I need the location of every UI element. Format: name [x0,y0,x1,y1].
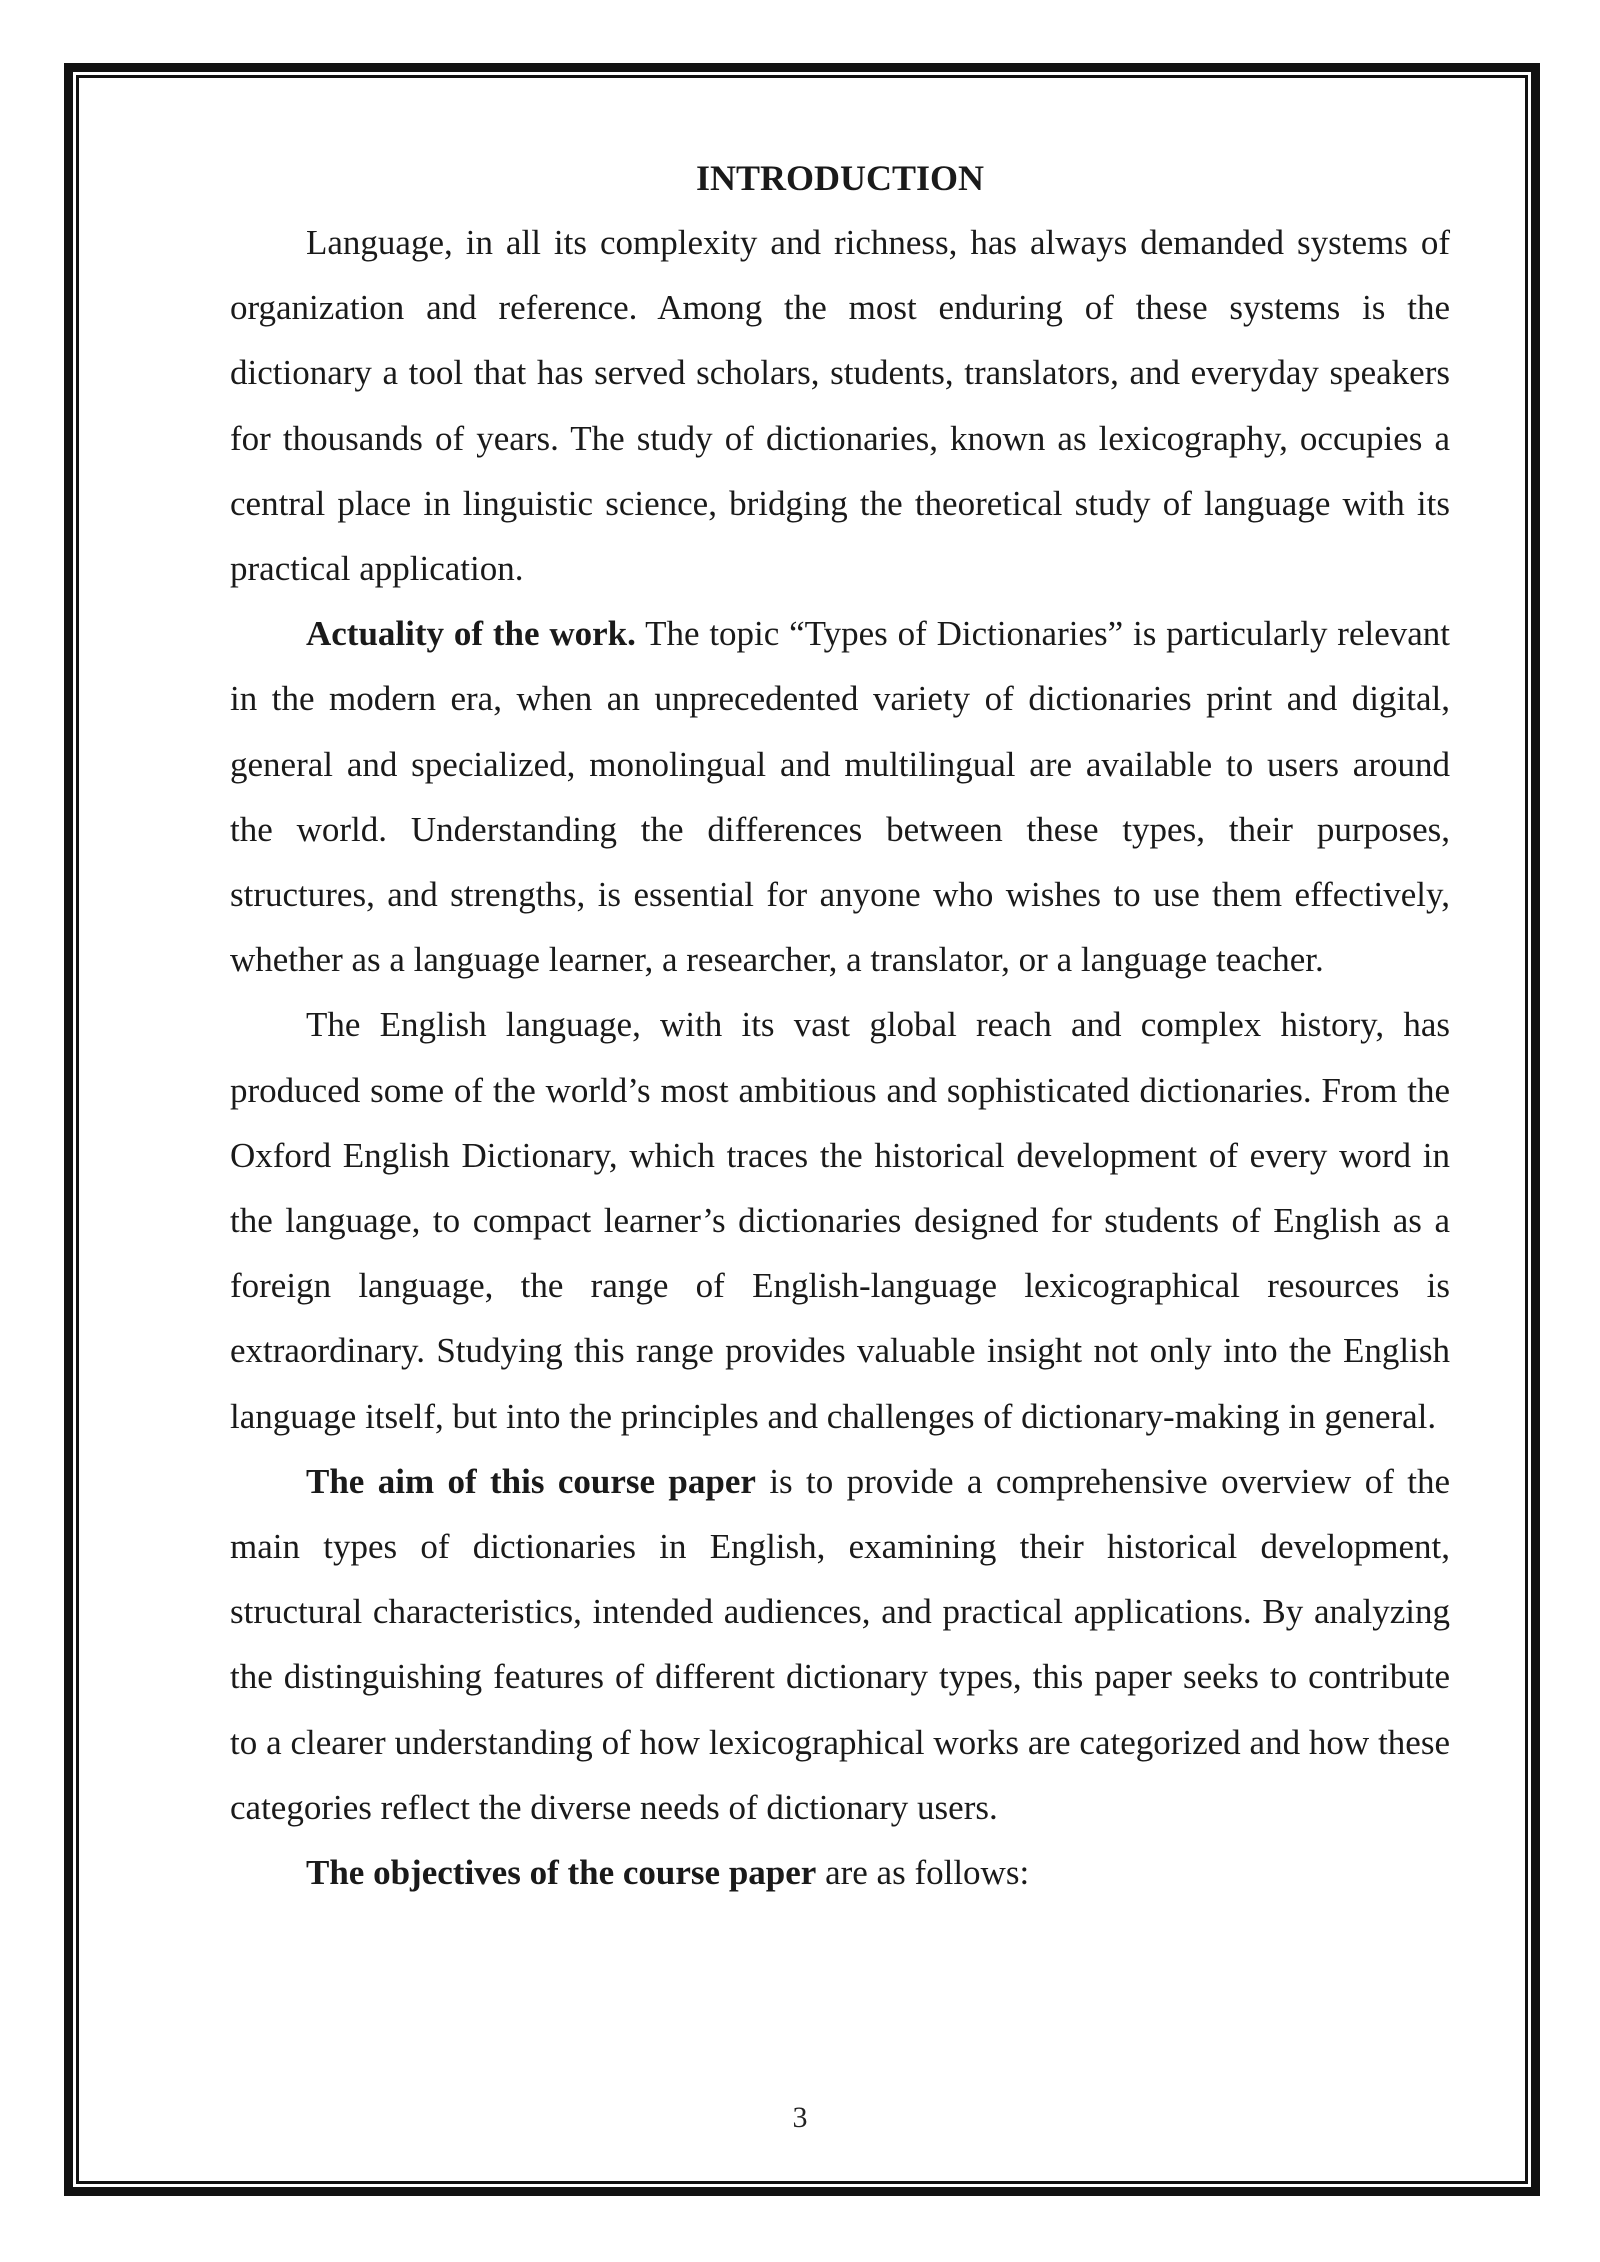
paragraph-actuality-body: The topic “Types of Dictionaries” is particularly relevant in the modern era, when an unprecedented variety of dictionaries print and digital, general and specialized, monolingual and multilingual are available to users around the world. Understanding the differences between these types, their purposes, structures, and strengths, is essential for anyone who wishes to use them effectively, whether as a language learner, a researcher, a translator, or a language teacher. [230,614,1451,980]
paragraph-intro: Language, in all its complexity and richness, has always demanded systems of organization and reference. Among the most enduring of these systems is the dictionary a tool that has served scholars, students, translators, and everyday speakers for thousands of years. The study of dictionaries, known as lexicography, occupies a central place in linguistic science, bridging the theoretical study of language with its practical application. [230,223,1450,589]
paragraph-aim-lead: The aim of this course paper [306,1461,756,1501]
paragraph-actuality [230,601,1450,992]
page-number: 3 [792,2101,808,2134]
paragraph-objectives-body: are as follows: [816,1853,1030,1893]
paragraph-actuality-lead: Actuality of the work. [306,614,636,654]
section-heading: INTRODUCTION [695,158,985,198]
paragraph-aim-body: is to provide a comprehensive overview of the main types of dictionaries in English, examining their historical development, structural characteristics, intended audiences, and practical applications. By analyzing the distinguishing features of different dictionary types, this paper seeks to contribute to a clearer understanding of how lexicographical works are categorized and how these categories reflect the diverse needs of dictionary users. [230,1461,1450,1827]
paragraph-objectives [230,1840,1450,1905]
paragraph-aim [230,1449,1450,1840]
paragraph-objectives-lead: The objectives of the course paper [306,1853,817,1893]
page-content [230,146,1450,1905]
paragraph-english-language: The English language, with its vast global reach and complex history, has produced some of the world’s most ambitious and sophisticated dictionaries. From the Oxford English Dictionary, which traces the historical development of every word in the language, to compact learner’s dictionaries designed for students of English as a foreign language, the range of English-language lexicographical resources is extraordinary. Studying this range provides valuable insight not only into the English language itself, but into the principles and challenges of dictionary-making in general. [230,1005,1450,1436]
